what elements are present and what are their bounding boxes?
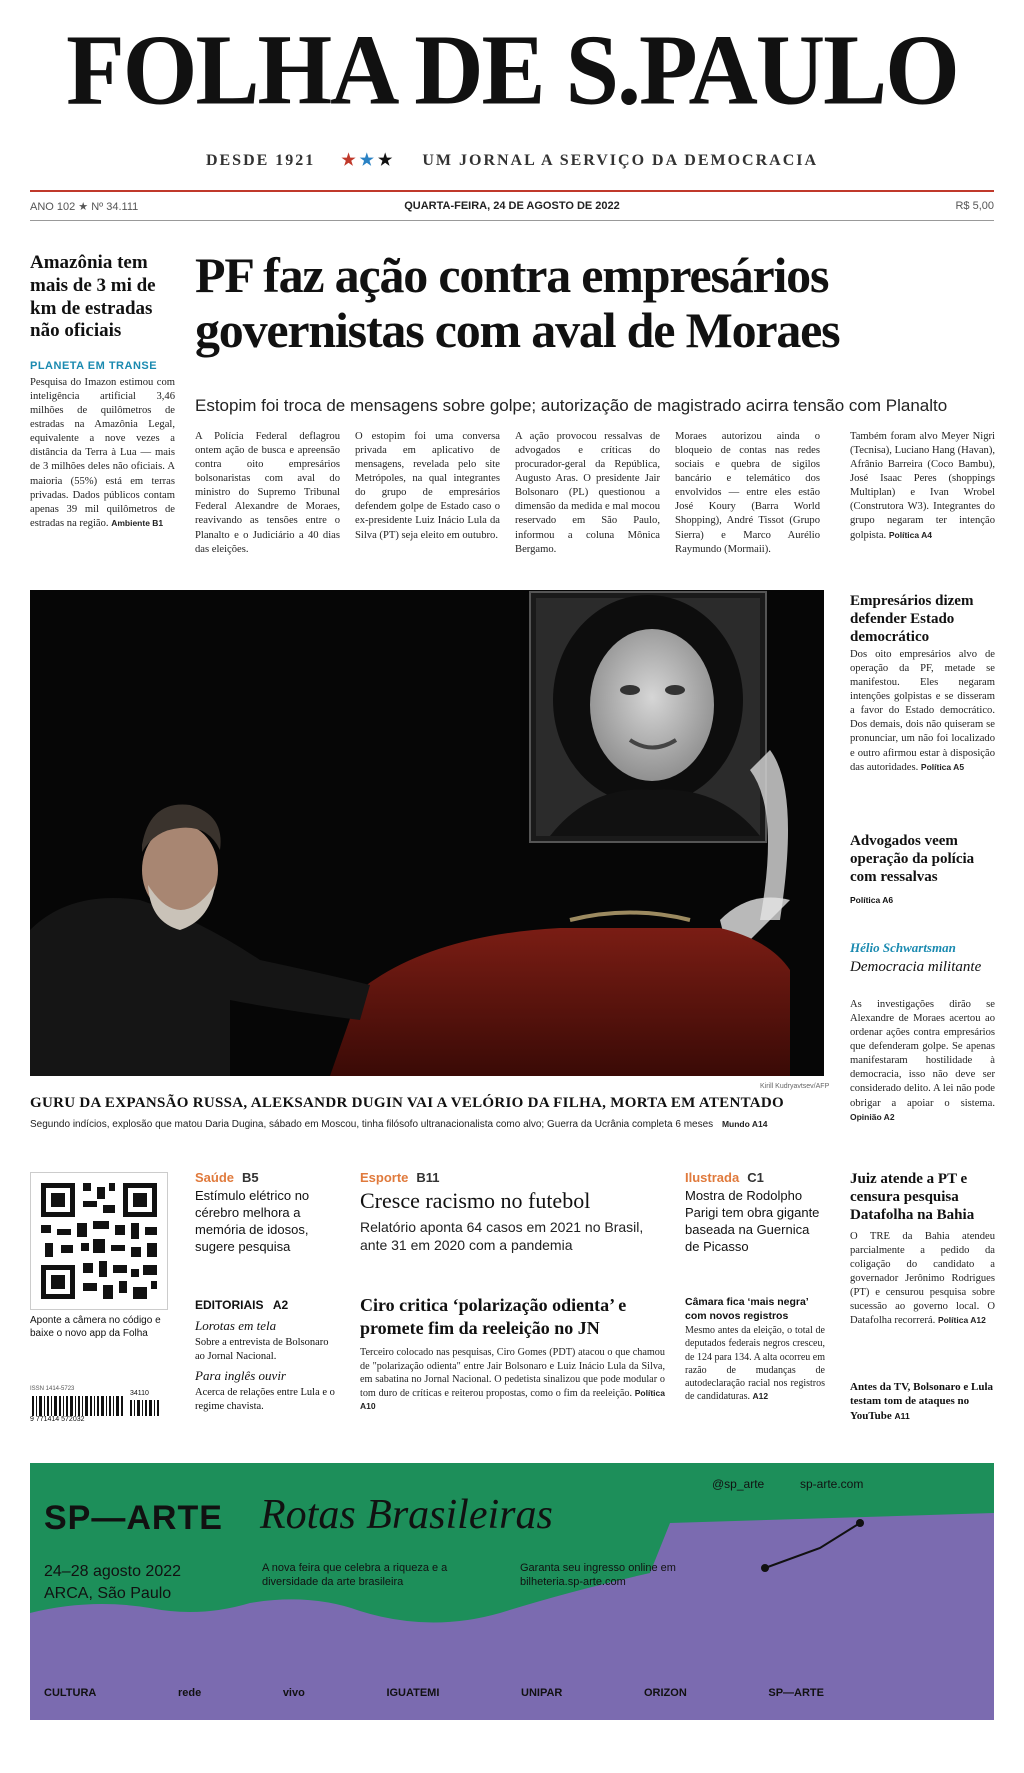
main-column-5: [850, 430, 995, 543]
motto-label: UM JORNAL A SERVIÇO DA DEMOCRACIA: [422, 152, 819, 169]
main-column-4: Moraes autorizou ainda o bloqueio de contas nas redes sociais e quebra de sigilos bancário e telemático dos envolvidos — entre eles estão José Koury (Barra World Shopping), André Tissot (Grupo Sierra) e Marco Aurélio Raymundo (Mormaii).: [675, 431, 820, 555]
column-text: As investigações dirão se Alexandre de Moraes acertou ao ordenar ações contra empresários que defenderam golpe. Se apenas manifestaram hostilidade à democracia, isso não deve ser considerado delito. A lei não pode obrigar a apoiar o sistema.: [850, 999, 995, 1109]
right-story4-headline[interactable]: [850, 1380, 1000, 1423]
photo-caption[interactable]: GURU DA EXPANSÃO RUSSA, ALEKSANDR DUGIN VAI A VELÓRIO DA FILHA, MORTA EM ATENTADO: [30, 1095, 785, 1111]
barcode-icon: [30, 1396, 170, 1416]
dateline: [30, 200, 994, 216]
right-story3-body: [850, 1230, 995, 1329]
side-story-text: Pesquisa do Imazon estimou com inteligência artificial 3,46 milhões de quilômetros de estradas na Amazônia Legal, equivalente a nove vezes a distância da Terra à Lua — mais de 3 milhões deles não oficiais. A maioria (55%) está em terras privadas. Dados públicos contam apenas 39 mil quilômetros de estradas na região.: [30, 377, 175, 529]
ilustrada-label: Ilustrada: [685, 1170, 740, 1185]
main-column-3: A ação provocou ressalvas de advogados e críticas do procurador-geral da República, Augusto Aras. O presidente Jair Bolsonaro (PL) questionou a dimensão da medida e mal mocou reservado em São Paulo, informou a coluna Mônica Bergamo.: [515, 431, 660, 555]
column-body: [850, 998, 995, 1125]
photo-credit: Kirill Kudryavtsev/AFP: [760, 1083, 830, 1090]
portrait-face: [590, 629, 714, 781]
right-story1-ref[interactable]: Política A5: [920, 761, 965, 772]
main-deck: Estopim foi troca de mensagens sobre golpe; autorização de magistrado acirra tensão com Planalto: [195, 396, 948, 415]
esporte-deck: Relatório aponta 64 casos em 2021 no Brasil, ante 31 em 2020 com a pandemia: [360, 1219, 644, 1254]
side-story-kicker: PLANETA EM TRANSE: [30, 360, 158, 372]
photo-subcaption: [30, 1119, 830, 1130]
masthead-title: FOLHA DE S.PAULO: [66, 13, 958, 126]
sponsor-sp-arte: SP—ARTE: [768, 1687, 824, 1699]
right-story1-body: [850, 648, 995, 775]
editorial1-text: Sobre a entrevista de Bolsonaro ao Jornal Nacional.: [195, 1337, 329, 1362]
right-story2-headline[interactable]: Advogados veem operação da polícia com ressalvas: [850, 833, 975, 885]
editorial2-text: Acerca de relações entre Lula e o regime chavista.: [195, 1387, 335, 1412]
saude-text[interactable]: Estímulo elétrico no cérebro melhora a memória de idosos, sugere pesquisa: [195, 1188, 310, 1254]
ad-venue: ARCA, São Paulo: [44, 1585, 172, 1602]
editorial2-title[interactable]: Para inglês ouvir: [195, 1368, 286, 1383]
camara-headline[interactable]: Câmara fica ‘mais negra’ com novos registros: [685, 1296, 809, 1322]
sponsor-cultura: CULTURA: [44, 1687, 97, 1699]
right-story4-text: Antes da TV, Bolsonaro e Lula testam tom de ataques no YouTube: [850, 1381, 994, 1422]
saude-label: Saúde: [195, 1170, 235, 1185]
issn-label: ISSN 1414-5723: [30, 1386, 75, 1392]
barcode: [30, 1390, 170, 1424]
dateline-rule: [30, 220, 994, 221]
esporte-page: B11: [416, 1170, 440, 1185]
photo-subcaption-text: Segundo indícios, explosão que matou Daria Dugina, sábado em Moscou, tinha filósofo ultranacionalista como alvo; Guerra da Ucrânia completa 6 meses: [30, 1119, 714, 1130]
ad-brand: SP—ARTE: [44, 1499, 223, 1537]
price-label: R$ 5,00: [955, 200, 994, 212]
right-story2-ref[interactable]: Política A6: [850, 895, 894, 905]
qr-caption: Aponte a câmera no código e baixe o novo app da Folha: [30, 1315, 161, 1339]
columnist-name[interactable]: Hélio Schwartsman: [850, 940, 956, 955]
issue-label: ANO 102 ★ Nº 34.111: [30, 201, 139, 213]
right-story4-ref[interactable]: A11: [894, 1410, 910, 1421]
side-story-body: [30, 376, 175, 531]
camara-text: Mesmo antes da eleição, o total de deputados federais negros cresceu, de 124 para 134. A alta ocorreu em razão de mudanças de autodeclaração racial nos registros de candidaturas.: [685, 1325, 825, 1403]
qr-code[interactable]: [30, 1172, 168, 1310]
ciro-body: [360, 1346, 665, 1414]
editoriais-page: A2: [272, 1298, 289, 1312]
editoriais-label-text: EDITORIAIS: [195, 1298, 264, 1312]
ad-dates: 24–28 agosto 2022: [44, 1563, 182, 1580]
main-column-1: A Polícia Federal deflagrou ontem ação de busca e apreensão contra oito empresários bolsonaristas com aval do ministro do Supremo Tribunal Federal Alexandre de Moraes, reavivando as tensões entre o Planalto e o Judiciário a 40 dias das eleições.: [195, 431, 340, 555]
camara-body: [685, 1324, 825, 1404]
ad-sponsor-row: [44, 1687, 824, 1699]
main-story-ref[interactable]: Política A4: [888, 529, 933, 540]
editorial1-title[interactable]: Lorotas em tela: [195, 1318, 277, 1333]
right-story3-ref[interactable]: Política A12: [937, 1315, 986, 1326]
ciro-headline[interactable]: Ciro critica ‘polarização odienta’ e promete fim da reeleição no JN: [360, 1295, 627, 1338]
sponsor-vivo: vivo: [282, 1687, 305, 1699]
column-title[interactable]: Democracia militante: [850, 959, 982, 975]
ad-title: Rotas Brasileiras: [260, 1492, 553, 1538]
column-ref[interactable]: Opinião A2: [850, 1111, 895, 1122]
barcode-suffix: 34110: [130, 1390, 149, 1397]
right-story3-text: O TRE da Bahia atendeu parcialmente a pedido da coligação do candidato a governador Jerônimo Rodrigues (PT) e censurou pesquisa sobre sucessão ao governo local. O Datafolha recorrerá.: [850, 1231, 995, 1327]
esporte-section-label[interactable]: [360, 1170, 440, 1185]
sponsor-rede: rede: [177, 1687, 202, 1699]
saude-page: B5: [242, 1170, 259, 1185]
ilustrada-page: C1: [747, 1170, 764, 1185]
sponsor-unipar: UNIPAR: [521, 1687, 563, 1699]
main-headline[interactable]: PF faz ação contra empresários governistas com aval de Moraes: [195, 247, 840, 358]
sponsor-orizon: ORIZON: [643, 1687, 687, 1699]
ciro-ref[interactable]: Política A10: [360, 1387, 665, 1412]
right-story3-headline[interactable]: Juiz atende a PT e censura pesquisa Datafolha na Bahia: [850, 1171, 975, 1223]
side-story-ref[interactable]: Ambiente B1: [111, 517, 164, 528]
photo-subcaption-ref[interactable]: Mundo A14: [721, 1119, 768, 1129]
editoriais-label: [195, 1298, 288, 1312]
since-label: DESDE 1921: [205, 152, 316, 169]
sponsor-iguatemi: IGUATEMI: [386, 1687, 440, 1699]
camara-ref[interactable]: A12: [752, 1391, 769, 1402]
esporte-headline[interactable]: Cresce racismo no futebol: [360, 1188, 591, 1213]
main-column-2: O estopim foi uma conversa privada em aplicativo de mensagens, revelada pelo site Metrópoles, na qual integrantes do grupo de empresários defendem golpe de Estado caso o ex-presidente Luiz Inácio Lula da Silva (PT) seja eleito em outubro.: [355, 431, 500, 541]
right-story1-headline[interactable]: Empresários dizem defender Estado democrático: [850, 593, 974, 645]
lead-photo[interactable]: [30, 590, 824, 1076]
ad-site[interactable]: sp-arte.com: [800, 1477, 864, 1491]
date-label: QUARTA-FEIRA, 24 DE AGOSTO DE 2022: [404, 200, 620, 212]
barcode-number: 9 771414 572032: [30, 1416, 85, 1423]
esporte-label: Esporte: [360, 1170, 409, 1185]
saude-section-label[interactable]: [195, 1170, 259, 1185]
ad-tickets[interactable]: Garanta seu ingresso online em bilheteria.sp-arte.com: [520, 1562, 676, 1589]
qr-icon: [31, 1173, 167, 1309]
stars-icon: ★★★: [341, 152, 397, 169]
photo-illustration: [30, 590, 824, 1076]
side-story-headline[interactable]: Amazônia tem mais de 3 mi de km de estradas não oficiais: [30, 252, 156, 342]
ilustrada-section-label[interactable]: [685, 1170, 764, 1185]
masthead-rule: [30, 190, 994, 192]
ad-tagline: A nova feira que celebra a riqueza e a diversidade da arte brasileira: [262, 1562, 448, 1589]
ilustrada-text[interactable]: Mostra de Rodolpho Parigi tem obra gigante baseada na Guernica de Picasso: [685, 1188, 820, 1254]
ad-handle[interactable]: @sp_arte: [712, 1477, 765, 1491]
sp-arte-ad[interactable]: [30, 1463, 994, 1720]
tagline-row: [0, 150, 1024, 170]
main-column-5-text: Também foram alvo Meyer Nigri (Tecnisa), Luciano Hang (Havan), Afrânio Barreira (Coco Bambu), José Isaac Peres (shoppings Multiplan) e Ivan Wrobel (Construtora W3). Integrantes do grupo negaram ter intenção golpista.: [850, 431, 995, 541]
right-story1-text: Dos oito empresários alvo de operação da PF, metade se manifestou. Eles negaram intenções golpistas e se disseram a favor do Estado democrático. Dos demais, dois não quiseram se pronunciar, um não foi localizado e outro afirmou estar à disposição das autoridades.: [850, 649, 995, 773]
ciro-text: Terceiro colocado nas pesquisas, Ciro Gomes (PDT) atacou o que chamou de "polarização odienta" entre Jair Bolsonaro e Luiz Inácio Lula da Silva, em sabatina no Jornal Nacional. O pedetista sinalizou que pode modular o tom duro de críticas e reiterou propostas, como o fim da reeleição.: [360, 1347, 665, 1399]
